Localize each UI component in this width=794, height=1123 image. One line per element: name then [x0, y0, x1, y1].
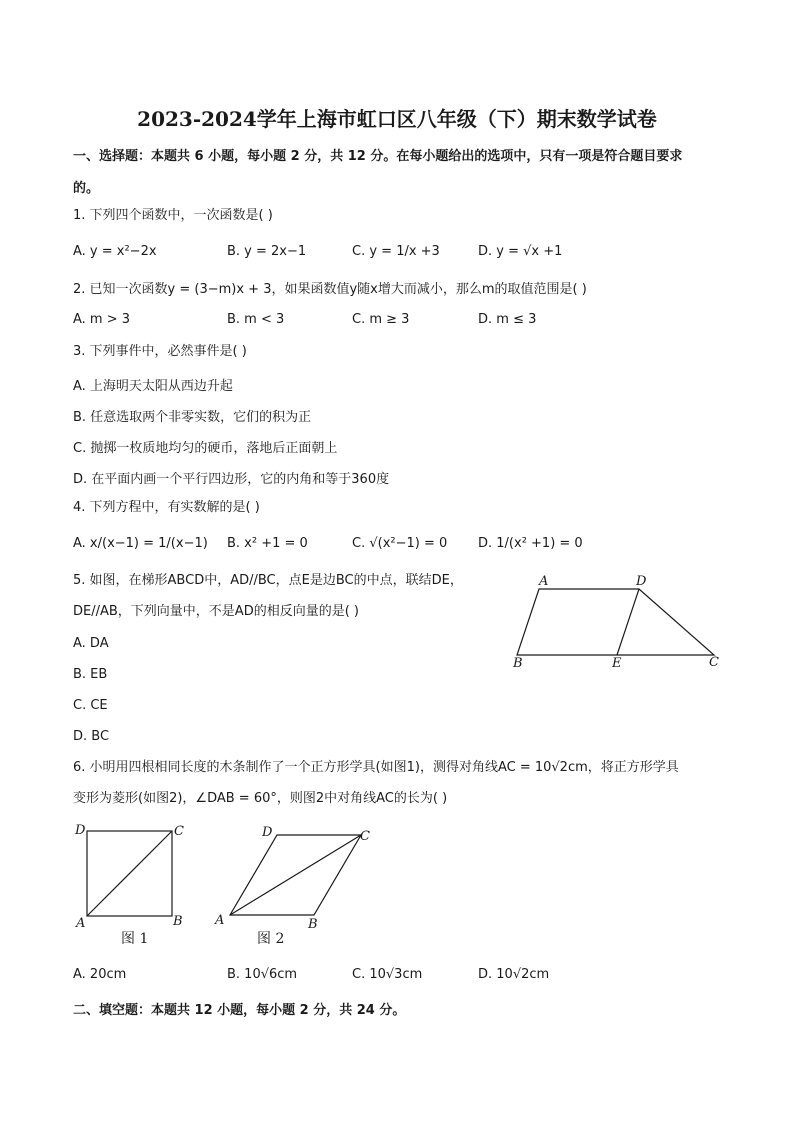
label-a: A [76, 916, 86, 931]
figure-1-caption: 图 1 [121, 931, 149, 947]
question-2-stem: 2. 已知一次函数y = (3−m)x + 3，如果函数值y随x增大而减小，那么m的取值范围是( ) [73, 282, 587, 297]
section-heading-choice-cont: 的。 [73, 181, 100, 196]
question-3-option-b[interactable]: B. 任意选取两个非零实数，它们的积为正 [73, 410, 312, 425]
question-1-option-c[interactable]: C. y = 1/x +3 [352, 244, 440, 259]
question-6-option-a[interactable]: A. 20cm [73, 967, 127, 982]
question-3-option-a[interactable]: A. 上海明天太阳从西边升起 [73, 379, 233, 394]
label-d: D [262, 825, 273, 840]
question-2-option-b[interactable]: B. m < 3 [227, 312, 285, 327]
segment-de [617, 589, 639, 655]
question-6-option-b[interactable]: B. 10√6cm [227, 967, 298, 982]
section-heading-fill-in: 二、填空题：本题共 12 小题，每小题 2 分，共 24 分。 [73, 1003, 406, 1018]
rhombus-figure [210, 818, 380, 948]
question-6-stem-cont: 变形为菱形(如图2)，∠DAB = 60°，则图2中对角线AC的长为( ) [73, 791, 448, 806]
page-title: 2023-2024学年上海市虹口区八年级（下）期末数学试卷 [137, 107, 657, 131]
question-3-stem: 3. 下列事件中，必然事件是( ) [73, 344, 247, 359]
rhombus-diagonal-ac [230, 835, 361, 915]
trapezoid-outline [517, 589, 714, 655]
question-5-stem-cont: DE//AB，下列向量中，不是AD的相反向量的是( ) [73, 604, 359, 619]
question-1-stem: 1. 下列四个函数中，一次函数是( ) [73, 208, 273, 223]
label-e: E [612, 656, 622, 670]
question-1-option-b[interactable]: B. y = 2x−1 [227, 244, 307, 259]
question-4-option-b[interactable]: B. x² +1 = 0 [227, 536, 308, 551]
question-5-stem: 5. 如图，在梯形ABCD中，AD//BC，点E是边BC的中点，联结DE， [73, 573, 463, 588]
trapezoid-figure [505, 570, 730, 670]
question-2-option-c[interactable]: C. m ≥ 3 [352, 312, 410, 327]
question-2-option-a[interactable]: A. m > 3 [73, 312, 131, 327]
label-b: B [173, 914, 183, 929]
question-3-option-d[interactable]: D. 在平面内画一个平行四边形，它的内角和等于360度 [73, 472, 390, 487]
square-diagonal-ac [87, 831, 172, 916]
question-6-option-c[interactable]: C. 10√3cm [352, 967, 423, 982]
label-d: D [636, 574, 647, 589]
label-c: C [174, 824, 184, 839]
label-a: A [539, 574, 549, 589]
label-b: B [513, 656, 523, 670]
question-2-option-d[interactable]: D. m ≤ 3 [478, 312, 537, 327]
question-4-option-c[interactable]: C. √(x²−1) = 0 [352, 536, 448, 551]
question-6-option-d[interactable]: D. 10√2cm [478, 967, 550, 982]
question-4-option-d[interactable]: D. 1/(x² +1) = 0 [478, 536, 583, 551]
label-b: B [308, 917, 318, 932]
question-5-option-a[interactable]: A. DA [73, 636, 109, 651]
question-4-stem: 4. 下列方程中，有实数解的是( ) [73, 500, 260, 515]
question-5-option-c[interactable]: C. CE [73, 698, 108, 713]
label-c: C [709, 655, 719, 670]
question-5-option-b[interactable]: B. EB [73, 667, 108, 682]
label-d: D [75, 823, 86, 838]
question-1-option-a[interactable]: A. y = x²−2x [73, 244, 157, 259]
section-heading-choice: 一、选择题：本题共 6 小题，每小题 2 分，共 12 分。在每小题给出的选项中，只有一项是符合题目要求 [73, 149, 683, 164]
label-c: C [360, 829, 370, 844]
question-1-option-d[interactable]: D. y = √x +1 [478, 244, 563, 259]
question-6-stem: 6. 小明用四根相同长度的木条制作了一个正方形学具(如图1)，测得对角线AC = 10√2cm，将正方形学具 [73, 760, 679, 775]
question-5-option-d[interactable]: D. BC [73, 729, 110, 744]
question-4-option-a[interactable]: A. x/(x−1) = 1/(x−1) [73, 536, 208, 551]
label-a: A [215, 913, 225, 928]
question-3-option-c[interactable]: C. 抛掷一枚质地均匀的硬币，落地后正面朝上 [73, 441, 338, 456]
square-figure [70, 818, 190, 948]
figure-2-caption: 图 2 [257, 931, 285, 947]
